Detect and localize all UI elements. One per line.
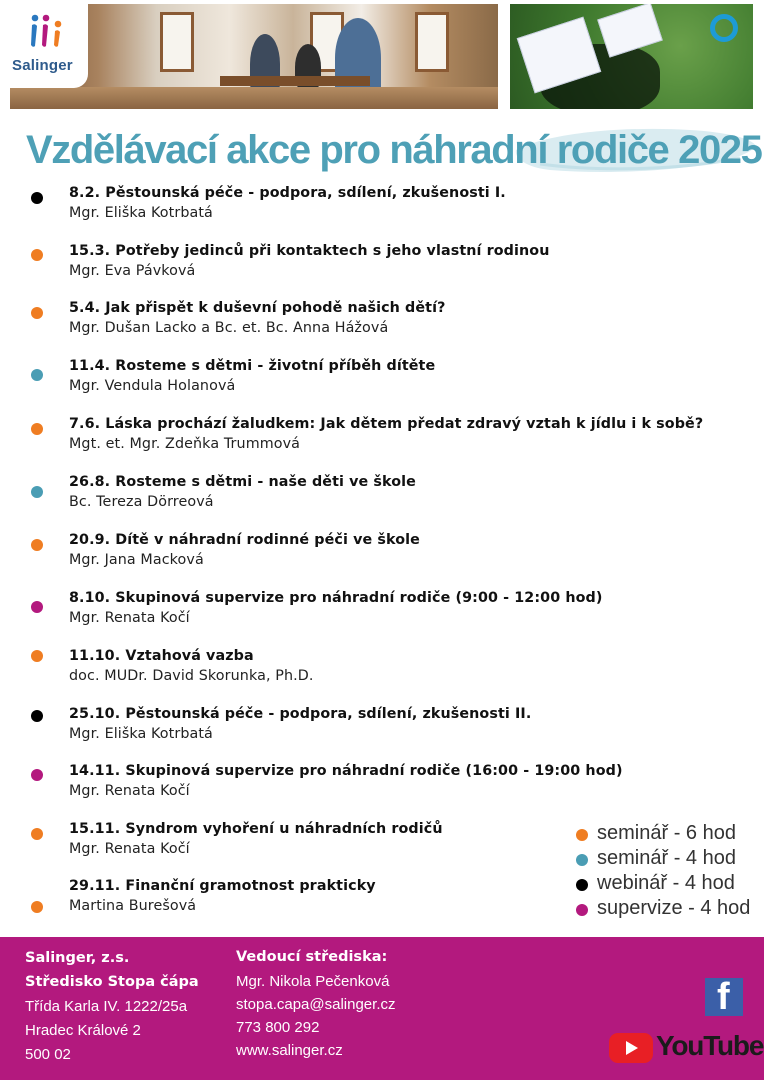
footer-email-link[interactable]: stopa.capa@salinger.cz xyxy=(236,996,396,1013)
footer-zip: 500 02 xyxy=(25,1046,71,1063)
footer-phone: 773 800 292 xyxy=(236,1019,320,1036)
photo-ring xyxy=(710,14,738,42)
event-title: 29.11. Finanční gramotnost prakticky xyxy=(69,878,376,894)
event-title: 5.4. Jak přispět k duševní pohodě našich dětí? xyxy=(69,300,446,316)
event-item xyxy=(0,185,700,233)
event-title: 15.11. Syndrom vyhoření u náhradních rodičů xyxy=(69,821,443,837)
event-title: 8.10. Skupinová supervize pro náhradní rodiče (9:00 - 12:00 hod) xyxy=(69,590,603,606)
event-type-dot xyxy=(31,192,43,204)
event-type-dot xyxy=(31,710,43,722)
event-speaker: Mgr. Renata Kočí xyxy=(69,841,190,857)
footer-org-name: Salinger, z.s. xyxy=(25,950,130,966)
legend-item xyxy=(576,822,764,846)
event-type-dot xyxy=(31,601,43,613)
youtube-icon xyxy=(609,1033,653,1063)
event-title: 20.9. Dítě v náhradní rodinné péči ve škole xyxy=(69,532,420,548)
footer-center-name: Středisko Stopa čápa xyxy=(25,974,199,990)
legend-label: webinář - 4 hod xyxy=(597,872,735,894)
footer-street: Třída Karla IV. 1222/25a xyxy=(25,998,188,1015)
event-item xyxy=(0,590,700,638)
event-speaker: Bc. Tereza Dörreová xyxy=(69,494,214,510)
photo-paper xyxy=(597,4,663,58)
event-speaker: Mgr. Renata Kočí xyxy=(69,610,190,626)
logo[interactable] xyxy=(0,0,88,88)
photo-table xyxy=(220,76,370,86)
legend-label: seminář - 4 hod xyxy=(597,847,736,869)
event-type-dot xyxy=(31,650,43,662)
event-speaker: Mgr. Jana Macková xyxy=(69,552,204,568)
header-banner xyxy=(0,0,764,112)
legend-dot xyxy=(576,829,588,841)
event-type-dot xyxy=(31,828,43,840)
event-type-dot xyxy=(31,486,43,498)
event-type-dot xyxy=(31,901,43,913)
photo-floor xyxy=(10,87,498,109)
event-item xyxy=(0,416,704,464)
footer-head-name: Mgr. Nikola Pečenková xyxy=(236,973,390,990)
footer-web-link[interactable]: www.salinger.cz xyxy=(236,1042,343,1059)
event-title: 8.2. Pěstounská péče - podpora, sdílení, zkušenosti I. xyxy=(69,185,506,201)
photo-person xyxy=(335,18,381,98)
event-speaker: Mgr. Dušan Lacko a Bc. et. Bc. Anna Hážová xyxy=(69,320,389,336)
event-speaker: Mgr. Eliška Kotrbatá xyxy=(69,205,213,221)
event-item xyxy=(0,532,700,580)
legend-label: supervize - 4 hod xyxy=(597,897,751,919)
footer xyxy=(0,937,764,1080)
facebook-letter: f xyxy=(717,976,730,1018)
event-type-dot xyxy=(31,539,43,551)
legend-dot xyxy=(576,879,588,891)
event-title: 15.3. Potřeby jedinců při kontaktech s jeho vlastní rodinou xyxy=(69,243,550,259)
facebook-icon[interactable] xyxy=(705,978,743,1016)
event-title: 25.10. Pěstounská péče - podpora, sdílení, zkušenosti II. xyxy=(69,706,532,722)
event-speaker: Mgr. Eliška Kotrbatá xyxy=(69,726,213,742)
event-speaker: Mgr. Eva Pávková xyxy=(69,263,196,279)
event-item xyxy=(0,763,700,811)
event-item xyxy=(0,358,700,406)
legend-item xyxy=(576,897,764,921)
event-title: 14.11. Skupinová supervize pro náhradní rodiče (16:00 - 19:00 hod) xyxy=(69,763,623,779)
event-item xyxy=(0,706,700,754)
event-title: 26.8. Rosteme s dětmi - naše děti ve škole xyxy=(69,474,416,490)
legend-item xyxy=(576,847,764,871)
event-type-dot xyxy=(31,423,43,435)
event-type-dot xyxy=(31,369,43,381)
event-title: 7.6. Láska prochází žaludkem: Jak dětem předat zdravý vztah k jídlu i k sobě? xyxy=(69,416,704,432)
play-icon xyxy=(626,1041,638,1055)
event-type-dot xyxy=(31,307,43,319)
legend-label: seminář - 6 hod xyxy=(597,822,736,844)
youtube-label: YouTube xyxy=(656,1030,764,1061)
event-type-dot xyxy=(31,769,43,781)
event-title: 11.4. Rosteme s dětmi - životní příběh dítěte xyxy=(69,358,436,374)
legend-dot xyxy=(576,904,588,916)
event-speaker: Mgt. et. Mgr. Zdeňka Trummová xyxy=(69,436,301,452)
event-speaker: Martina Burešová xyxy=(69,898,197,914)
header-photo-grass xyxy=(510,4,753,109)
youtube-link[interactable] xyxy=(609,1030,764,1065)
logo-text: Salinger xyxy=(12,57,73,74)
event-item xyxy=(0,648,700,696)
event-title: 11.10. Vztahová vazba xyxy=(69,648,254,664)
title-block xyxy=(0,118,764,184)
photo-window xyxy=(160,12,194,72)
event-item xyxy=(0,243,700,291)
event-type-dot xyxy=(31,249,43,261)
event-speaker: doc. MUDr. David Skorunka, Ph.D. xyxy=(69,668,314,684)
photo-window xyxy=(415,12,449,72)
legend-dot xyxy=(576,854,588,866)
event-item xyxy=(0,474,700,522)
legend-item xyxy=(576,872,764,896)
footer-city: Hradec Králové 2 xyxy=(25,1022,141,1039)
salinger-logo-icon xyxy=(28,12,68,52)
footer-head-label: Vedoucí střediska: xyxy=(236,949,388,965)
event-speaker: Mgr. Vendula Holanová xyxy=(69,378,236,394)
event-item xyxy=(0,300,700,348)
page-title: Vzdělávací akce pro náhradní rodiče 2025 xyxy=(26,128,762,172)
event-speaker: Mgr. Renata Kočí xyxy=(69,783,190,799)
